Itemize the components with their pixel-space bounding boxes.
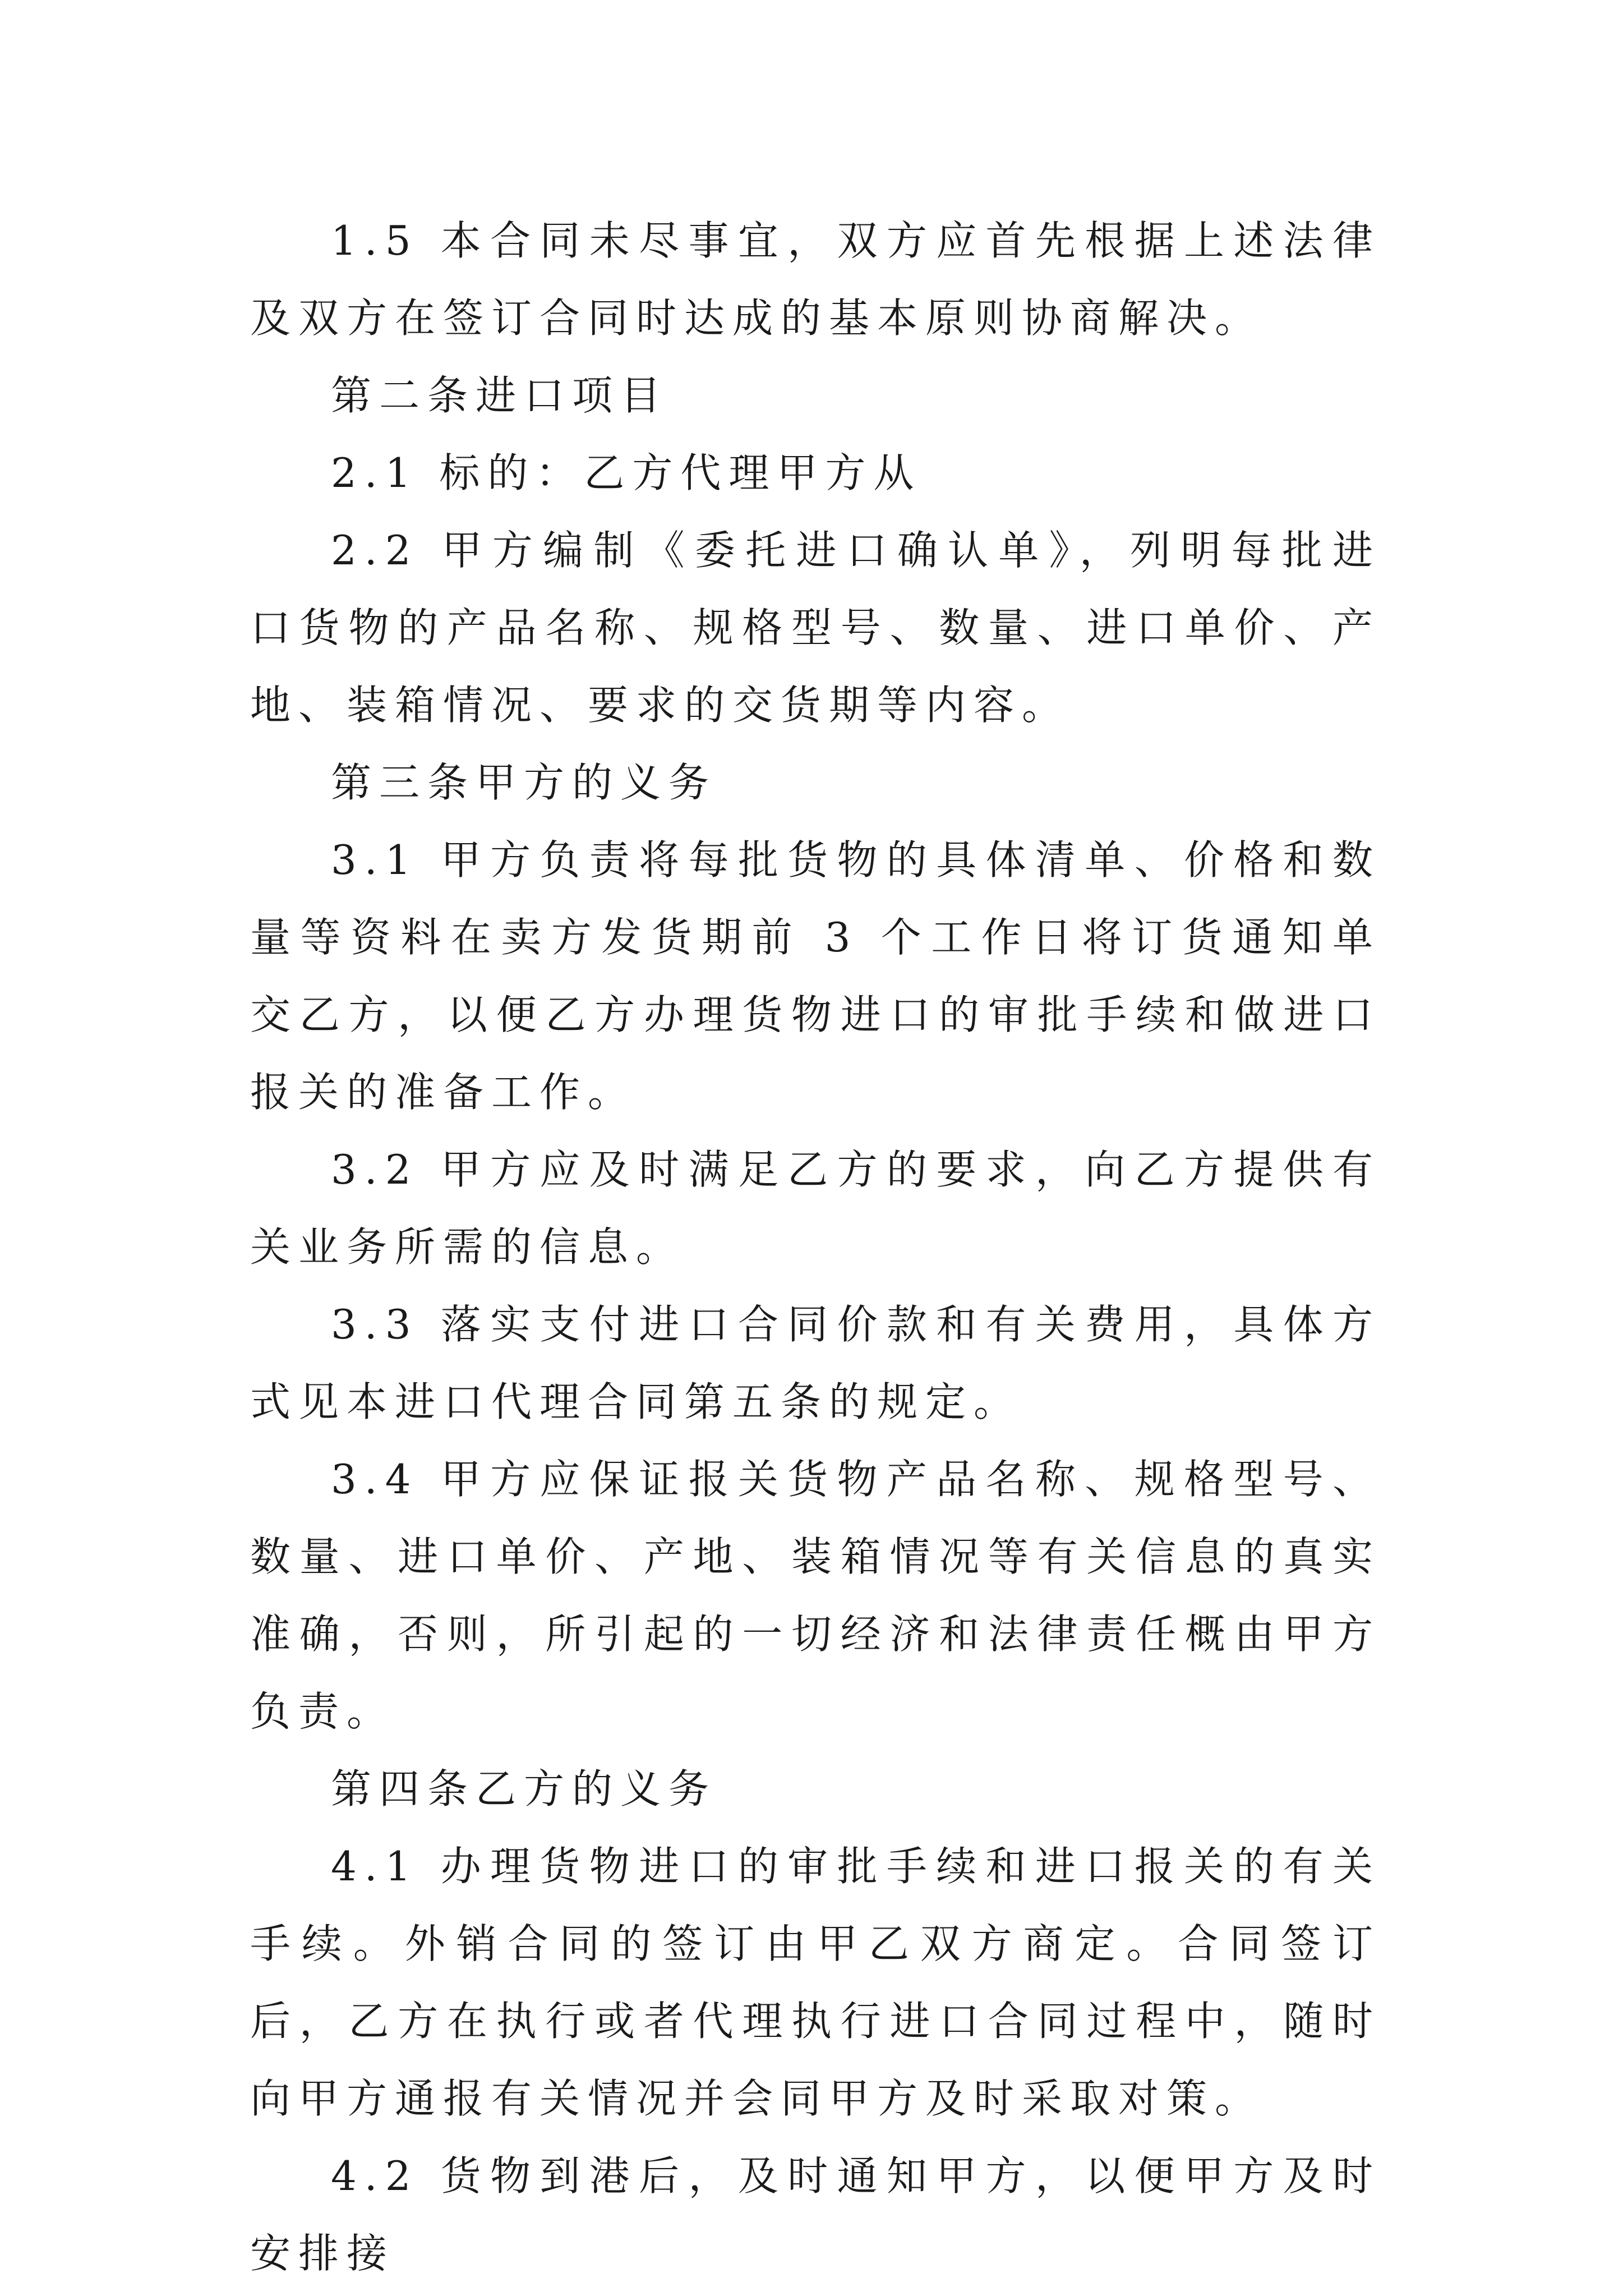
- document-body: [250, 202, 1381, 2292]
- clause-2-1: 2.1 标的：乙方代理甲方从: [331, 449, 922, 496]
- clause-3-1: 3.1 甲方负责将每批货物的具体清单、价格和数量等资料在卖方发货期前 3 个工作日将订货通知单交乙方，以便乙方办理货物进口的审批手续和做进口报关的准备工作。: [250, 836, 1381, 1116]
- clause-2-2: 2.2 甲方编制《委托进口确认单》，列明每批进口货物的产品名称、规格型号、数量、进口单价、产地、装箱情况、要求的交货期等内容。: [250, 527, 1381, 729]
- clause-3-4: 3.4 甲方应保证报关货物产品名称、规格型号、数量、进口单价、产地、装箱情况等有关信息的真实准确，否则，所引起的一切经济和法律责任概由甲方负责。: [250, 1456, 1381, 1735]
- clause-3-3: 3.3 落实支付进口合同价款和有关费用，具体方式见本进口代理合同第五条的规定。: [250, 1301, 1381, 1425]
- clause-4-1: 4.1 办理货物进口的审批手续和进口报关的有关手续。外销合同的签订由甲乙双方商定。合同签订后，乙方在执行或者代理执行进口合同过程中，随时向甲方通报有关情况并会同甲方及时采取对策。: [250, 1843, 1381, 2122]
- clause-1-5: 1.5 本合同未尽事宜，双方应首先根据上述法律及双方在签订合同时达成的基本原则协商解决。: [250, 217, 1381, 342]
- clause-3-2: 3.2 甲方应及时满足乙方的要求，向乙方提供有关业务所需的信息。: [250, 1146, 1381, 1271]
- section-heading-article-4: 第四条乙方的义务: [331, 1765, 717, 1812]
- section-heading-article-2: 第二条进口项目: [331, 372, 669, 419]
- section-heading-article-3: 第三条甲方的义务: [331, 759, 717, 806]
- clause-4-2: 4.2 货物到港后，及时通知甲方，以便甲方及时安排接: [250, 2152, 1381, 2277]
